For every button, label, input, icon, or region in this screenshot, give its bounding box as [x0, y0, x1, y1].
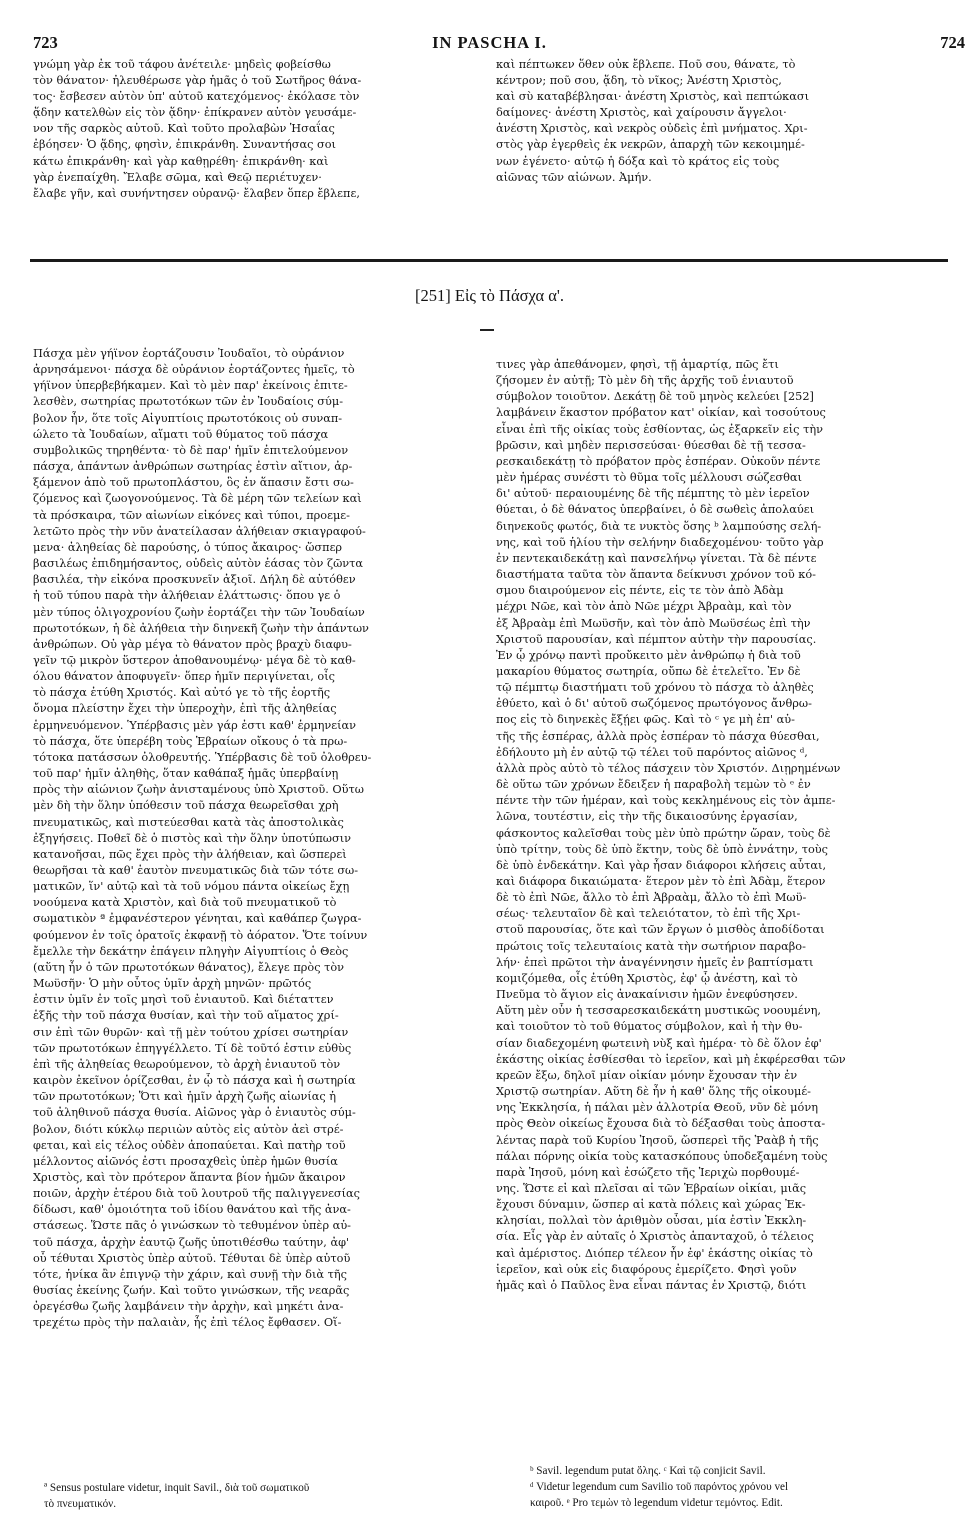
running-title: IN PASCHA I. [432, 33, 547, 52]
page-number-left: 723 [33, 33, 58, 52]
section-divider-rule [30, 259, 948, 262]
page-number-right: 724 [940, 33, 965, 52]
section-heading: [251] Εἰς τὸ Πάσχα α'. [415, 286, 564, 305]
main-left-column: Πάσχα μὲν γήϊνον ἑορτάζουσιν Ἰουδαῖοι, τὸ οὐράνιον ἀρνησάμενοι· πάσχα δὲ οὐράνιον ἑορτάζοντες ἡμεῖς, τὸ γήϊνον ὑπερβεβήκαμεν. Καὶ τὸ μὲν παρ' ἐκείνοις ἐπιτε- λεσθὲν, σωτηρίας πρωτοτόκων τῶν ἐν Ἰουδαίοις σύμ- βολον ἦν, ὅτε τοῖς Αἰγυπτίοις πρωτοτόκοις οὐ συναπ- ώλετο τὰ Ἰουδαίων, αἵματι τοῦ θύματος τοῦ πάσχα συμβολικῶς τηρηθέντα· τὸ δὲ παρ' ἡμῖν ἐπιτελούμενον πάσχα, ἁπάντων ἀνθρώπων σωτηρίας ἐστὶν αἴτιον, ἀρ- ξάμενον ἀπὸ τοῦ πρωτοπλάστου, ὃς ἐν ἅπασιν ἔστι σω- ζόμενος καὶ ζωογονούμενος. Τὰ δὲ μέρη τῶν τελείων καὶ τὰ πρόσκαιρα, τῶν αἰωνίων εἰκόνες καὶ τύποι, προεμε- λετῶτο πρὸς τὴν νῦν ἀνατείλασαν ἀλήθειαν σκιαγραφού- μενα· ἀληθείας δὲ παρούσης, ὁ τύπος ἄκαιρος· ὥσπερ βασιλέως ἐπιδημήσαντος, οὐδεὶς αὐτὸν ἐάσας τὸν ζῶντα βασιλέα, τὴν εἰκόνα προσκυνεῖν ἀξιοῖ. Δήλη δὲ αὐτόθεν ἡ τοῦ τύπου παρὰ τὴν ἀλήθειαν ἐλάττωσις· ὅπου γε ὁ μὲν τύπος ὀλιγοχρονίου ζωὴν ἑορτάζει τὴν τῶν Ἰουδαίων πρωτοτόκων, ἡ δὲ ἀλήθεια τὴν διηνεκῆ ζωὴν τὴν ἁπάντων ἀνθρώπων. Οὐ γὰρ μέγα τὸ θάνατον πρὸς βραχὺ διαφυ- γεῖν τῷ μικρὸν ὕστερον ἀποθανουμένῳ· μέγα δὲ τὸ καθ- όλου θάνατον ἀποφυγεῖν· ὅπερ ἡμῖν περιγίνεται, οἷς τὸ πάσχα ἐτύθη Χριστός. Καὶ αὐτό γε τὸ τῆς ἑορτῆς ὄνομα πλείστην ἔχει τὴν ὑπεροχὴν, ἐπὶ τῆς ἀληθείας ἑρμηνευόμενον. Ὑπέρβασις μὲν γάρ ἐστι καθ' ἑρμηνείαν τὸ πάσχα, ὅτε ὑπερέβη τοὺς Ἑβραίων οἴκους ὁ τὰ πρω- τότοκα πατάσσων ὀλοθρευτής. Ὑπέρβασις δὲ τοῦ ὀλοθρευ- τοῦ παρ' ἡμῖν ἀληθὴς, ὅταν καθάπαξ ἡμᾶς ὑπερβαίνῃ πρὸς τὴν αἰώνιον ζωὴν ἀνισταμένους ὑπὸ Χριστοῦ. Οὕτω μὲν δὴ τὴν ὅλην ὑπόθεσιν τοῦ πάσχα θεωρεῖσθαι χρὴ πνευματικῶς, καὶ πιστεύεσθαι κατὰ τὰς ἀποστολικὰς ἐξηγήσεις. Ποθεῖ δὲ ὁ πιστὸς καὶ τὴν ὅλην ὑποτύπωσιν κατανοῆσαι, πῶς ἔχει πρὸς τὴν ἀλήθειαν, καὶ ὥσπερεὶ θεωρῆσαι τὰ καθ' ἑαυτὸν πνευματικῶς διὰ τῶν τότε σω- ματικῶν, ἵν' αὐτῷ καὶ τὰ τοῦ νόμου πάντα οἰκείως ἔχῃ νοούμενα κατὰ Χριστὸν, καὶ διὰ τοῦ πνευματικοῦ τὸ σωματικὸν ª ἐμφανέστερον γένηται, καὶ καθάπερ ζωγρα- φούμενον ἐν τοῖς ὁρατοῖς ἐκφανῇ τὸ ἀόρατον. Ὅτε τοίνυν ἔμελλε τὴν δεκάτην ἐπάγειν πληγὴν Αἰγυπτίοις ὁ Θεὸς (αὕτη ἦν ὁ τῶν πρωτοτόκων θάνατος), ἔλεγε πρὸς τὸν Μωϋσῆν· Ὁ μὴν οὗτος ὑμῖν ἀρχὴ μηνῶν· πρῶτός ἐστιν ὑμῖν ἐν τοῖς μησὶ τοῦ ἐνιαυτοῦ. Καὶ διέταττεν ἑξῆς τὴν τοῦ πάσχα θυσίαν, καὶ τὴν τοῦ αἵματος χρί- σιν ἐπὶ τῶν θυρῶν· καὶ τῇ μὲν τούτου χρίσει σωτηρίαν τῶν πρωτοτόκων ἐπηγγέλλετο. Τί δὲ τοῦτό ἐστιν εὐθὺς ἐπὶ τῆς ἀληθείας θεωρούμενον, τὸ ἀρχὴ ἐνιαυτοῦ τὸν καιρὸν ἐκεῖνον ὁρίζεσθαι, ἐν ᾧ τὸ πάσχα καὶ ἡ σωτηρία τῶν πρωτοτόκων; Ὅτι καὶ ἡμῖν ἀρχὴ ζωῆς αἰωνίας ἡ τοῦ ἀληθινοῦ πάσχα θυσία. Αἰῶνος γὰρ ὁ ἐνιαυτὸς σύμ- βολον, διότι κύκλῳ περιιὼν αὐτὸς εἰς αὐτὸν ἀεὶ στρέ- φεται, καὶ εἰς τέλος οὐδὲν ἀποπαύεται. Καὶ πατὴρ τοῦ μέλλοντος αἰῶνός ἐστι προσαχθεὶς ὑπὲρ ἡμῶν θυσία Χριστὸς, καὶ τὸν πρότερον ἅπαντα βίον ἡμῶν ἄκαιρον ποιῶν, ἀρχὴν ἑτέρου διὰ τοῦ λουτροῦ τῆς παλιγγενεσίας δίδωσι, καθ' ὁμοιότητα τοῦ ἰδίου θανάτου καὶ τῆς ἀνα- στάσεως. Ὥστε πᾶς ὁ γινώσκων τὸ τεθυμένον ὑπὲρ αὐ- τοῦ πάσχα, ἀρχὴν ἑαυτῷ ζωῆς ὑποτιθέσθω ταύτην, ἀφ' οὗ τέθυται Χριστὸς ὑπὲρ αὐτοῦ. Τέθυται δὲ ὑπὲρ αὐτοῦ τότε, ἡνίκα ἂν ἐπιγνῷ τὴν χάριν, καὶ συνῇ τὴν διὰ τῆς θυσίας ἐκείνης ζωήν. Καὶ τοῦτο γινώσκων, τῆς νεαρᾶς ὀρεγέσθω ζωῆς λαμβάνειν τὴν ἀρχὴν, καὶ μηκέτι ἀνα- τρεχέτω πρὸς τὴν παλαιὰν, ἧς ἐπὶ τέλος ἔφθασεν. Οἵ- [33, 347, 372, 1330]
main-right-column: τινες γὰρ ἀπεθάνομεν, φησὶ, τῇ ἁμαρτίᾳ, πῶς ἔτι ζήσομεν ἐν αὐτῇ; Τὸ μὲν δὴ τῆς ἀρχῆς τοῦ ἐνιαυτοῦ σύμβολον τοιοῦτον. Δεκάτῃ δὲ τοῦ μηνὸς κελεύει [252] λαμβάνειν ἕκαστον πρόβατον κατ' οἰκίαν, καὶ τοσούτους εἶναι ἐπὶ τῆς οἰκίας τοὺς ἐσθίοντας, ὡς ἐξαρκεῖν εἰς τὴν βρῶσιν, καὶ μηδὲν περισσεύσαι· θύεσθαι δὲ τῇ τεσσα- ρεσκαιδεκάτῃ τὸ πρόβατον πρὸς ἑσπέραν. Οὐκοῦν πέντε μὲν ἡμέρας συνέστι τὸ θῦμα τοῖς μέλλουσι σώζεσθαι δι' αὐτοῦ· περαιουμένης δὲ τῆς πέμπτης τὸ μὲν ἱερεῖον θύεται, ὁ δὲ θάνατος ὑπερβαίνει, ὁ δὲ σωθεὶς ἀπολαύει διηνεκοῦς φωτός, διὰ τε νυκτὸς ὅσης ᵇ λαμπούσης σελή- νης, καὶ τοῦ ἡλίου τὴν σελήνην διαδεχομένου· τοῦτο γὰρ ἐν πεντεκαιδεκάτῃ καὶ πανσελήνῳ γίνεται. Τὰ δὲ πέντε διαστήματα ταῦτα τὸν ἅπαντα δείκνυσι χρόνον τοῦ κό- σμου διαιρούμενον εἰς πέντε, εἰς τε τὸν ἀπὸ Ἀδὰμ μέχρι Νῶε, καὶ τὸν ἀπὸ Νῶε μέχρι Ἀβραὰμ, καὶ τὸν ἐξ Ἀβραὰμ ἐπὶ Μωϋσῆν, καὶ τὸν ἀπὸ Μωϋσέως ἐπὶ τὴν Χριστοῦ παρουσίαν, καὶ πέμπτον αὐτὴν τὴν παρουσίας. Ἐν ᾧ χρόνῳ παντὶ προὔκειτο μὲν ἀνθρώπῳ ἡ διὰ τοῦ μακαρίου θύματος σωτηρία, οὔπω δὲ ἐτελεῖτο. Ἐν δὲ τῷ πέμπτῳ διαστήματι τοῦ χρόνου τὸ πάσχα τὸ ἀληθὲς ἐθύετο, καὶ ὁ δι' αὐτοῦ σωζόμενος πρωτόγονος ἄνθρω- πος εἰς τὸ διηνεκὲς ἔξῄει φῶς. Καὶ τὸ ᶜ γε μὴ ἐπ' αὐ- τῆς τῆς ἑσπέρας, ἀλλὰ πρὸς ἑσπέραν τὸ πάσχα θύεσθαι, ἐδήλουτο μὴ ἐν αὐτῷ τῷ τέλει τοῦ παρόντος αἰῶνος ᵈ, ἀλλὰ πρὸς αὐτὸ τὸ τέλος πάσχειν τὸν Χριστόν. Διῃρημένων δὲ οὕτω τῶν χρόνων ἔδειξεν ἡ παραβολὴ τεμὼν τὸ ᵉ ἐν πέντε τὴν τῶν ἡμέραν, καὶ τοὺς κεκλημένους εἰς τὸν ἀμπε- λῶνα, τουτέστιν, εἰς τὴν τῆς δικαιοσύνης ἐργασίαν, φάσκοντος καλεῖσθαι τοὺς μὲν ὑπὸ πρώτην ὥραν, τοὺς δὲ ὑπὸ τρίτην, τοὺς δὲ ὑπὸ ἕκτην, τοὺς δὲ ὑπὸ ἐννάτην, τοὺς δὲ ὑπὸ ἑνδεκάτην. Καὶ γὰρ ἦσαν διάφοροι κλήσεις αὗται, καὶ διάφορα δικαιώματα· ἕτερον μὲν τὸ ἐπὶ Ἀδὰμ, ἕτερον δὲ τὸ ἐπὶ Νῶε, ἄλλο τὸ ἐπὶ Ἀβραὰμ, ἄλλο τὸ ἐπὶ Μωϋ- σέως· τελευταῖον δὲ καὶ τελειότατον, τὸ ἐπὶ τῆς Χρι- στοῦ παρουσίας, ὅτε καὶ τῶν ἔργων ὁ μισθὸς ἀποδίδοται πρώτοις τοῖς τελευταίοις κατὰ τὴν σωτήριον παραβο- λήν· ἐπεὶ πρῶτοι τὴν ἀναγέννησιν ἡμεῖς ἐν βαπτίσματι κομιζόμεθα, οἷς ἐτύθη Χριστὸς, ἐφ' ᾧ ἀνέστη, καὶ τὸ Πνεῦμα τὸ ἅγιον εἰς ἀνακαίνισιν ἡμῶν ἐνεφύσησεν. Αὕτη μὲν οὖν ἡ τεσσαρεσκαιδεκάτη μυστικῶς νοουμένη, καὶ τοιοῦτον τὸ τοῦ θύματος σύμβολον, καὶ ἡ τὴν θυ- σίαν διαδεχομένη φωτεινὴ νὺξ καὶ ἡμέρα· τὸ δὲ ὅλον ἐφ' ἑκάστης οἰκίας ἐσθίεσθαι τὸ ἱερεῖον, καὶ μὴ ἐκφέρεσθαι τῶν κρεῶν ἔξω, δηλοῖ μίαν οἰκίαν μόνην ἔχουσαν τὴν ἐν Χριστῷ σωτηρίαν. Αὕτη δὲ ἦν ἡ καθ' ὅλης τῆς οἰκουμέ- νης Ἐκκλησία, ἡ πάλαι μὲν ἀλλοτρία Θεοῦ, νῦν δὲ μόνη πρὸς Θεὸν οἰκείως ἔχουσα διὰ τὸ δέξασθαι τοὺς ἀποστα- λέντας παρὰ τοῦ Κυρίου Ἰησοῦ, ὥσπερεὶ τῆς Ῥαὰβ ἡ τῆς πάλαι πόρνης οἰκία τοὺς κατασκόπους ὑποδεξαμένη τοὺς παρὰ Ἰησοῦ, μόνη καὶ ἐσώζετο τῆς Ἱεριχὼ πορθουμέ- νης. Ὥστε εἰ καὶ πλεῖσαι αἱ τῶν Ἑβραίων οἰκίαι, μιᾶς ἔχουσι δύναμιν, ὥσπερ αἱ κατὰ πόλεις καὶ χώρας Ἐκ- κλησίαι, πολλαὶ τὸν ἀριθμὸν οὖσαι, μία ἐστὶν Ἐκκλη- σία. Εἷς γὰρ ἐν αὐταῖς ὁ Χριστὸς ἁπανταχοῦ, ὁ τέλειος καὶ ἀμέριστος. Διόπερ τέλεον ἦν ἐφ' ἑκάστης οἰκίας τὸ ἱερεῖον, καὶ οὐκ εἰς διαφόρους ἐμερίζετο. Φησὶ γοῦν ἡμᾶς καὶ ὁ Παῦλος ἓνα εἶναι πάντας ἐν Χριστῷ, διότι [496, 358, 846, 1292]
top-left-column: γνώμη γὰρ ἐκ τοῦ τάφου ἀνέτειλε· μηδεὶς φοβείσθω τὸν θάνατον· ἠλευθέρωσε γὰρ ἡμᾶς ὁ τοῦ Σωτῆρος θάνα- τος· ἔσβεσεν αὐτὸν ὑπ' αὐτοῦ κατεχόμενος· ἐκόλασε τὸν ᾅδην κατελθὼν εἰς τὸν ᾅδην· ἐπίκρανεν αὐτὸν γευσάμε- νον τῆς σαρκὸς αὐτοῦ. Καὶ τοῦτο προλαβὼν Ἡσαΐας ἐβόησεν· Ὁ ᾅδης, φησὶν, ἐπικράνθη. Συναντήσας σοι κάτω ἐπικράνθη· καὶ γὰρ καθῃρέθη· ἐπικράνθη· καὶ γὰρ ἐνεπαίχθη. Ἔλαβε σῶμα, καὶ Θεῷ περιέτυχεν· ἔλαβε γῆν, καὶ συνήντησεν οὐρανῷ· ἔλαβεν ὅπερ ἔβλεπε, [33, 58, 362, 200]
heading-dash [480, 329, 494, 331]
footnote-left: ª Sensus postulare videtur, inquit Savil., διὰ τοῦ σωματικοῦ τὸ πνευματικόν. [44, 1482, 310, 1510]
running-header [0, 33, 979, 53]
footnote-right: ᵇ Savil. legendum putat ὅλης. ᶜ Καὶ τῷ conjicit Savil. ᵈ Videtur legendum cum Savilio τοῦ παρόντος χρόνου vel καιροῦ. ᵉ Pro τεμὼν τὸ legendum videtur τεμόντος. Edit. [530, 1465, 789, 1509]
top-right-column: καὶ πέπτωκεν ὅθεν οὐκ ἔβλεπε. Ποῦ σου, θάνατε, τὸ κέντρον; ποῦ σου, ᾅδη, τὸ νῖκος; Ἀνέστη Χριστὸς, καὶ σὺ καταβέβλησαι· ἀνέστη Χριστὸς, καὶ πεπτώκασι δαίμονες· ἀνέστη Χριστὸς, καὶ χαίρουσιν ἄγγελοι· ἀνέστη Χριστὸς, καὶ νεκρὸς οὐδεὶς ἐπὶ μνήματος. Χρι- στὸς γὰρ ἐγερθεὶς ἐκ νεκρῶν, ἀπαρχὴ τῶν κεκοιμημέ- νων ἐγένετο· αὐτῷ ἡ δόξα καὶ τὸ κράτος εἰς τοὺς αἰῶνας τῶν αἰώνων. Ἀμήν. [496, 58, 809, 184]
